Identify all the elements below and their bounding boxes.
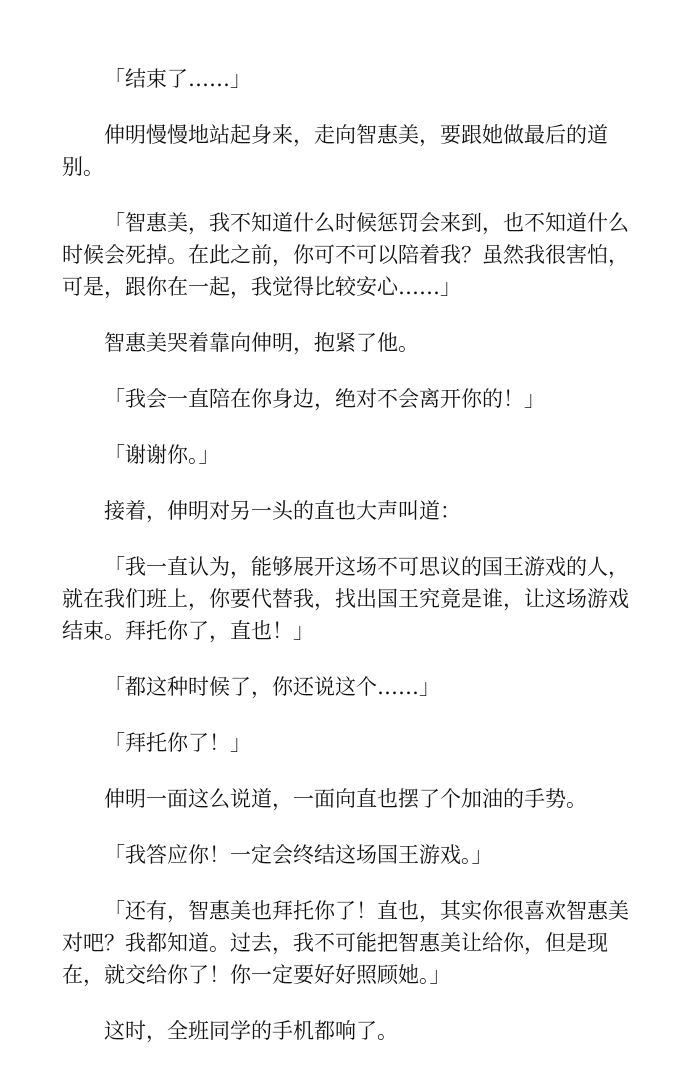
paragraph: 这时，全班同学的手机都响了。 — [104, 1019, 398, 1043]
paragraph: 「还有，智惠美也拜托你了！直也，其实你很喜欢智惠美对吧？我都知道。过去，我不可能把智惠美让给你，但是现在，就交给你了！你一定要好好照顾她。」 — [62, 899, 629, 987]
paragraph: 「拜托你了！」 — [104, 731, 251, 755]
paragraph: 「结束了……」 — [104, 67, 251, 91]
book-page — [62, 63, 642, 1071]
paragraph: 「我会一直陪在你身边，绝对不会离开你的！」 — [104, 387, 545, 411]
paragraph: 伸明慢慢地站起身来，走向智惠美，要跟她做最后的道别。 — [62, 123, 608, 179]
paragraph: 接着，伸明对另一头的直也大声叫道： — [104, 499, 461, 523]
paragraph: 智惠美哭着靠向伸明，抱紧了他。 — [104, 331, 419, 355]
paragraph: 「谢谢你。」 — [104, 443, 220, 467]
paragraph: 「都这种时候了，你还说这个……」 — [104, 675, 440, 699]
paragraph: 「我一直认为，能够展开这场不可思议的国王游戏的人，就在我们班上，你要代替我，找出国王究竟是谁，让这场游戏结束。拜托你了，直也！」 — [62, 555, 629, 643]
paragraph: 伸明一面这么说道，一面向直也摆了个加油的手势。 — [104, 787, 587, 811]
paragraph: 「智惠美，我不知道什么时候惩罚会来到，也不知道什么时候会死掉。在此之前，你可不可以陪着我？虽然我很害怕，可是，跟你在一起，我觉得比较安心……」 — [62, 211, 629, 299]
paragraph: 「我答应你！一定会终结这场国王游戏。」 — [104, 843, 493, 867]
